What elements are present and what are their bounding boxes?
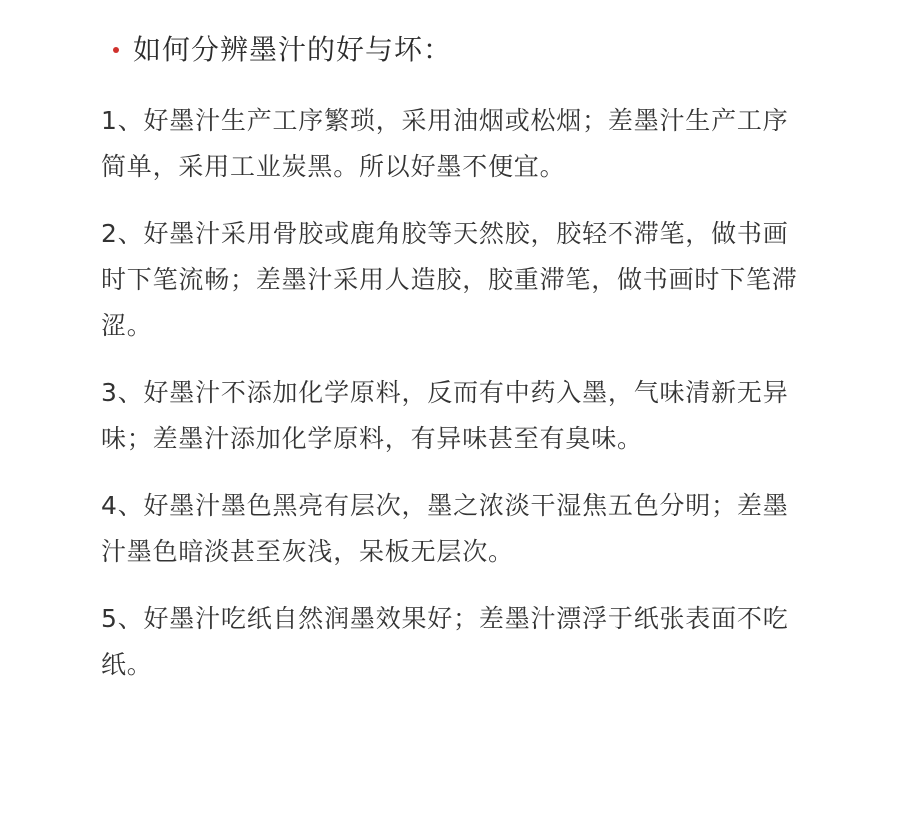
red-dot-icon [113,47,119,53]
list-item-3: 3、好墨汁不添加化学原料，反而有中药入墨，气味清新无异味；差墨汁添加化学原料，有异味甚至有臭味。 [101,378,789,453]
section-heading [113,26,801,74]
list-item-2: 2、好墨汁采用骨胶或鹿角胶等天然胶，胶轻不滞笔，做书画时下笔流畅；差墨汁采用人造胶，胶重滞笔，做书画时下笔滞涩。 [101,219,798,340]
list-item-1: 1、好墨汁生产工序繁琐，采用油烟或松烟；差墨汁生产工序简单，采用工业炭黑。所以好墨不便宜。 [101,106,789,181]
list-item-4: 4、好墨汁墨色黑亮有层次，墨之浓淡干湿焦五色分明；差墨汁墨色暗淡甚至灰浅，呆板无层次。 [101,491,789,566]
article-content [101,26,801,709]
heading-text: 如何分辨墨汁的好与坏： [133,33,453,66]
list-item-5: 5、好墨汁吃纸自然润墨效果好；差墨汁漂浮于纸张表面不吃纸。 [101,604,789,679]
